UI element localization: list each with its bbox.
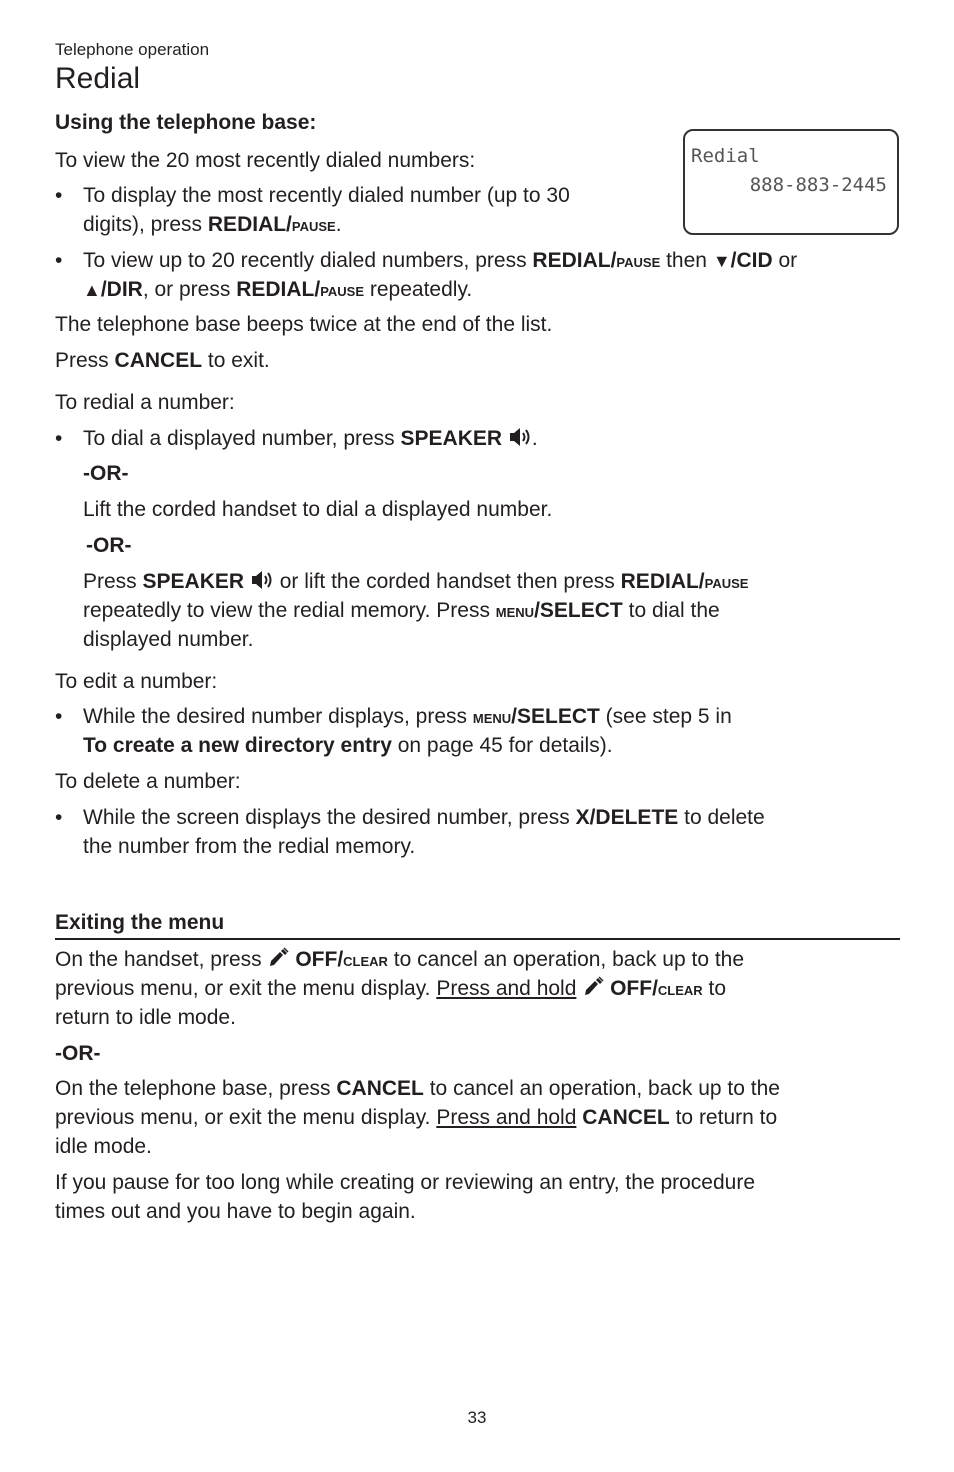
lcd-line-1: Redial: [691, 145, 760, 167]
exit-line-5: previous menu, or exit the menu display. Press and hold CANCEL to return to: [55, 1106, 778, 1129]
handset-off-icon: [267, 947, 289, 969]
exit-line-6: idle mode.: [55, 1135, 152, 1158]
redial-press-line-1: Press SPEAKER or lift the corded handset then press REDIAL/pause: [83, 570, 749, 593]
page-title: Redial: [55, 62, 141, 95]
delete-intro: To delete a number:: [55, 770, 241, 793]
redial-press-line-3: displayed number.: [83, 628, 254, 651]
base-bullet-2-line-2: ▲/DIR, or press REDIAL/pause repeatedly.: [83, 278, 473, 301]
delete-bullet-line-1: While the screen displays the desired number, press X/DELETE to delete: [83, 806, 765, 829]
or-separator: -OR-: [83, 462, 129, 485]
base-intro: To view the 20 most recently dialed numbers:: [55, 149, 476, 172]
heading-rule: [55, 938, 900, 940]
edit-intro: To edit a number:: [55, 670, 218, 693]
exit-line-8: times out and you have to begin again.: [55, 1200, 416, 1223]
speaker-icon: [250, 569, 274, 591]
edit-bullet-line-1: While the desired number displays, press menu/SELECT (see step 5 in: [83, 705, 732, 728]
base-bullet-1-line-2: digits), press REDIAL/pause.: [83, 213, 342, 236]
exit-heading: Exiting the menu: [55, 911, 225, 934]
triangle-up-icon: ▲: [83, 280, 101, 300]
bullet-dot: •: [55, 427, 63, 450]
exit-line-4: On the telephone base, press CANCEL to cancel an operation, back up to the: [55, 1077, 780, 1100]
exit-line-3: return to idle mode.: [55, 1006, 236, 1029]
redial-lift: Lift the corded handset to dial a displayed number.: [83, 498, 553, 521]
triangle-down-icon: ▼: [712, 251, 731, 271]
or-separator: -OR-: [86, 534, 132, 557]
base-subheading: Using the telephone base:: [55, 111, 317, 134]
base-exit: Press CANCEL to exit.: [55, 349, 270, 372]
base-beeps: The telephone base beeps twice at the end of the list.: [55, 313, 553, 336]
base-bullet-1-line-1: To display the most recently dialed number (up to 30: [83, 184, 570, 207]
lcd-display: [683, 129, 899, 235]
page-number: 33: [467, 1408, 487, 1427]
exit-line-2: previous menu, or exit the menu display. Press and hold OFF/clear to: [55, 977, 727, 1000]
bullet-dot: •: [55, 249, 63, 272]
bullet-dot: •: [55, 184, 63, 207]
speaker-icon: [508, 426, 532, 448]
redial-bullet-1: To dial a displayed number, press SPEAKER .: [83, 427, 538, 450]
bullet-dot: •: [55, 806, 63, 829]
section-label: Telephone operation: [55, 40, 210, 59]
lcd-line-2: 888-883-2445: [749, 174, 887, 196]
base-bullet-2-line-1: To view up to 20 recently dialed numbers, press REDIAL/pause then ▼/CID or: [83, 249, 798, 272]
or-separator: -OR-: [55, 1042, 101, 1065]
redial-intro: To redial a number:: [55, 391, 235, 414]
delete-bullet-line-2: the number from the redial memory.: [83, 835, 416, 858]
redial-press-line-2: repeatedly to view the redial memory. Press menu/SELECT to dial the: [83, 599, 720, 622]
exit-line-7: If you pause for too long while creating or reviewing an entry, the procedure: [55, 1171, 756, 1194]
exit-line-1: On the handset, press OFF/clear to cancel an operation, back up to the: [55, 948, 745, 971]
bullet-dot: •: [55, 705, 63, 728]
directory-entry-reference: To create a new directory entry: [83, 734, 392, 757]
edit-bullet-line-2: To create a new directory entry on page 45 for details).: [83, 734, 613, 757]
handset-off-icon: [582, 976, 604, 998]
